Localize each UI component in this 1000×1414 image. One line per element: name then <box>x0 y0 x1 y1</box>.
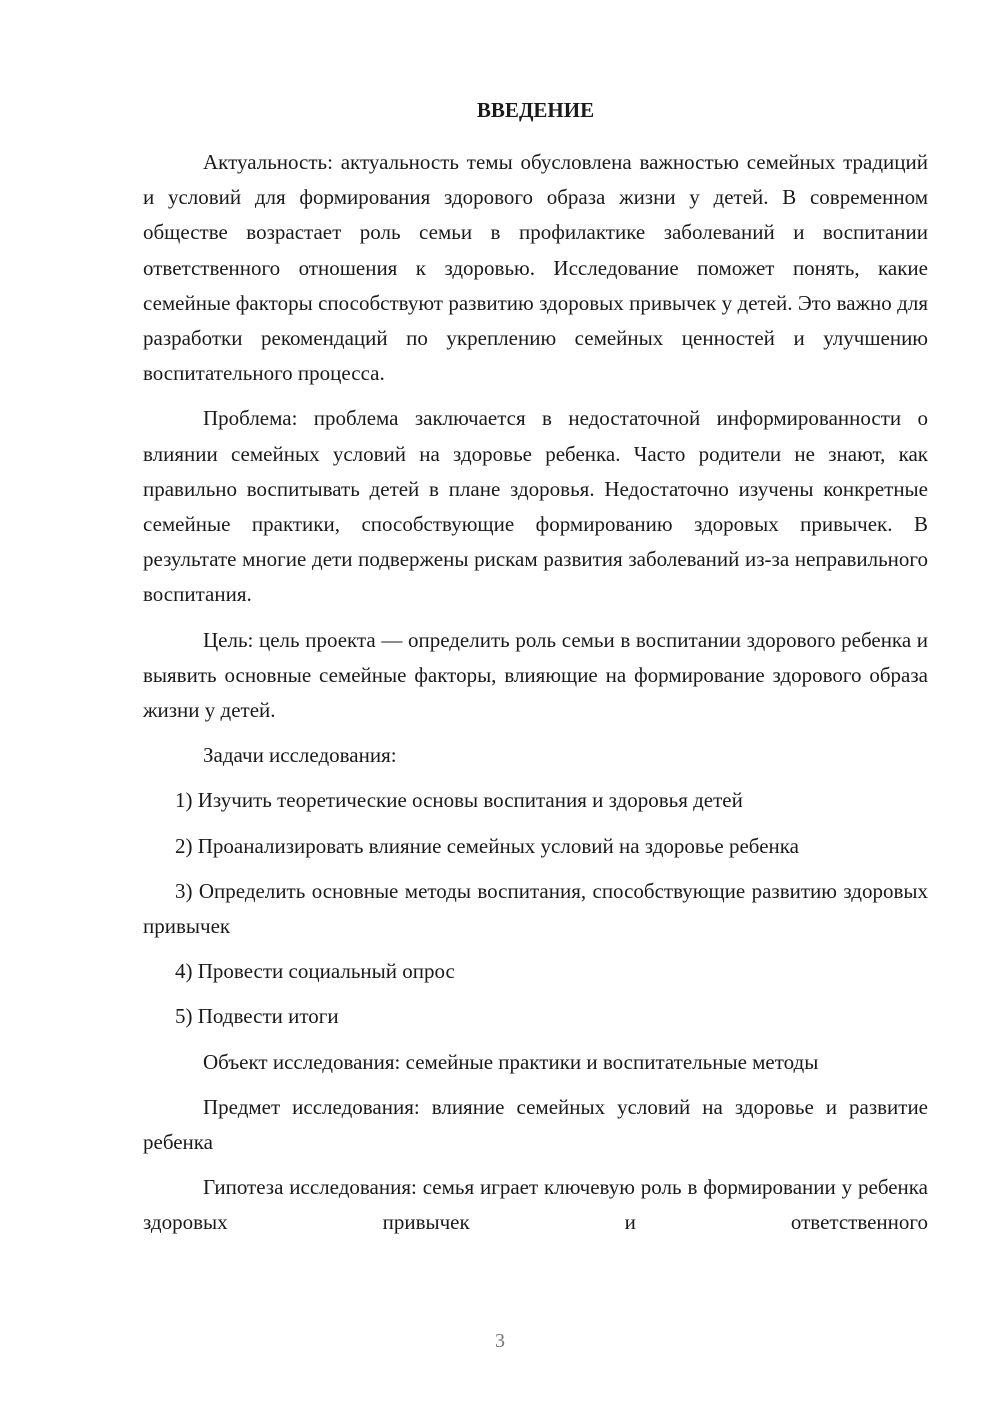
section-title: ВВЕДЕНИЕ <box>476 98 595 122</box>
task-item-2: 2) Проанализировать влияние семейных условий на здоровье ребенка <box>175 833 799 858</box>
tasks-heading: Задачи исследования: <box>203 743 397 768</box>
research-subject: Предмет исследования: влияние семейных условий на здоровье и развитие ребенка <box>143 1094 928 1155</box>
research-object: Объект исследования: семейные практики и воспитательные методы <box>203 1049 819 1074</box>
page-number: 3 <box>495 1330 505 1352</box>
task-item-5: 5) Подвести итоги <box>175 1004 339 1029</box>
goal-paragraph: Цель: цель проекта — определить роль семьи в воспитании здорового ребенка и выявить основные семейные факторы, влияющие на формирование здорового образа жизни у детей. <box>143 627 928 723</box>
task-item-1: 1) Изучить теоретические основы воспитания и здоровья детей <box>175 788 743 813</box>
research-hypothesis: Гипотеза исследования: семья играет ключевую роль в формировании у ребенка здоровых привычек и ответственного <box>143 1175 928 1235</box>
task-item-4: 4) Провести социальный опрос <box>175 959 455 984</box>
document-page <box>143 95 928 1241</box>
problem-paragraph: Проблема: проблема заключается в недостаточной информированности о влиянии семейных условий на здоровье ребенка. Часто родители не знают, как правильно воспитывать детей в плане здоровья. Недостаточно изучены конкретные семейные практики, способствующие формированию здоровых привычек. В результате многие дети подвержены рискам развития заболеваний из-за неправильного воспитания. <box>143 406 928 607</box>
relevance-paragraph: Актуальность: актуальность темы обусловлена важностью семейных традиций и условий для формирования здорового образа жизни у детей. В современном обществе возрастает роль семьи в профилактике заболеваний и воспитании ответственного отношения к здоровью. Исследование поможет понять, какие семейные факторы способствуют развитию здоровых привычек у детей. Это важно для разработки рекомендаций по укреплению семейных ценностей и улучшению воспитательного процесса. <box>143 150 928 386</box>
task-item-3: 3) Определить основные методы воспитания, способствующие развитию здоровых привычек <box>143 878 928 939</box>
